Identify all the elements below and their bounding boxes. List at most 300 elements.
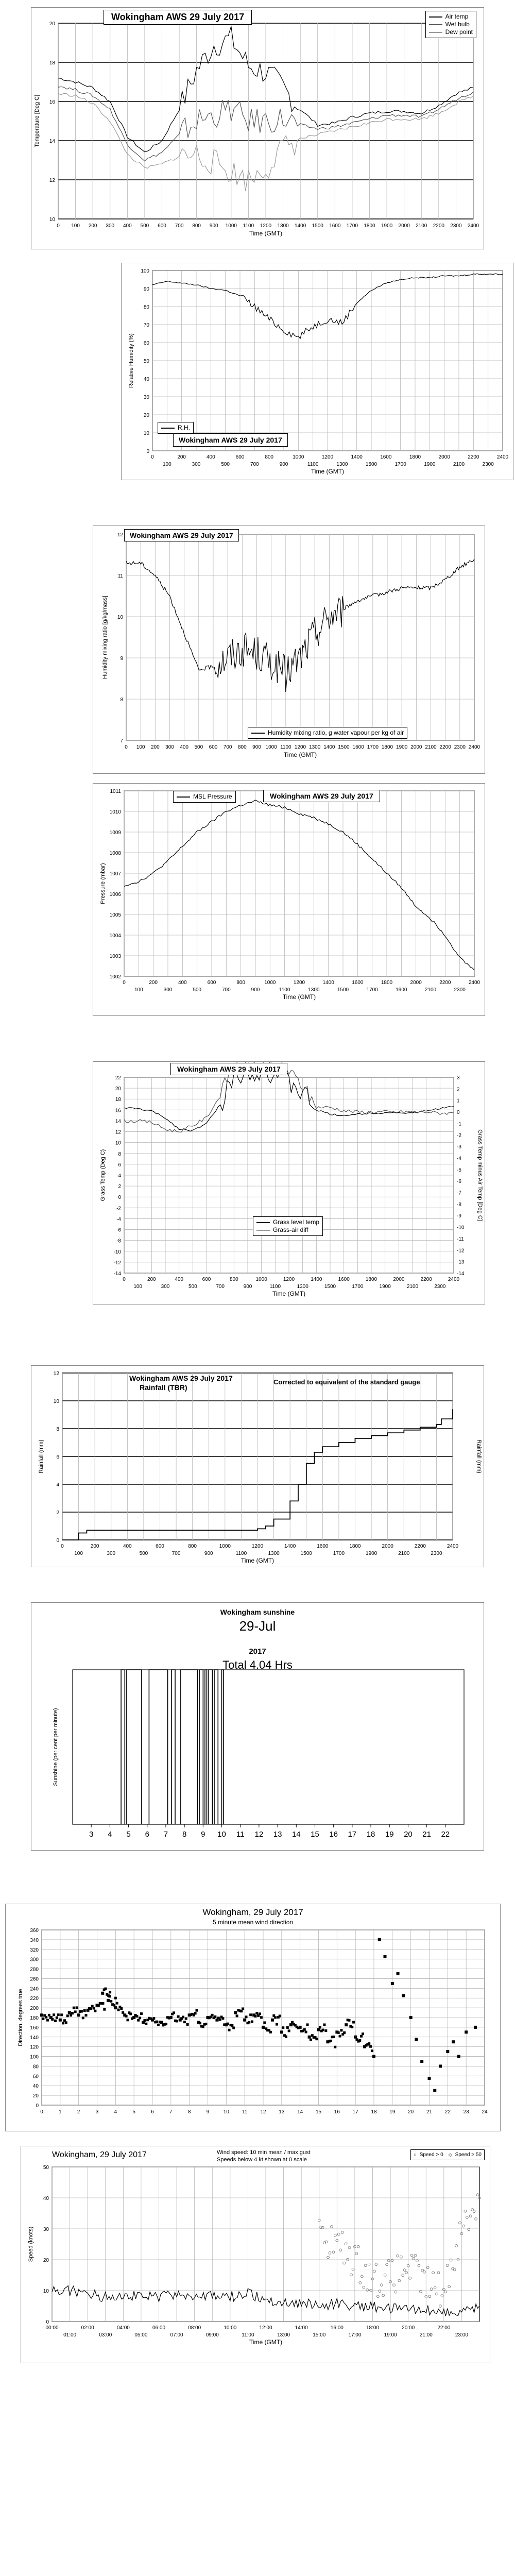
x-tick-label: 100 xyxy=(162,462,171,467)
rainfall-chart xyxy=(31,1366,484,1567)
wind-direction-point xyxy=(116,2002,118,2005)
x-tick-label: 2400 xyxy=(447,1544,459,1549)
wind-direction-point xyxy=(354,2036,357,2039)
wind-direction-point xyxy=(194,2012,197,2014)
x-tick-label: 0 xyxy=(123,1277,126,1282)
x-tick-label: 2100 xyxy=(425,744,437,750)
x-tick-label: 200 xyxy=(150,744,160,750)
y-tick-label: 40 xyxy=(143,377,149,382)
y-tick-label: 1011 xyxy=(110,789,121,794)
wind-direction-point xyxy=(114,1997,117,1999)
y-tick-label: 10 xyxy=(115,1140,121,1146)
wind-direction-point xyxy=(234,2011,237,2014)
wind-direction-point xyxy=(306,2023,309,2026)
x-tick-label: 900 xyxy=(252,744,261,750)
legend-speed-50: Speed > 50 xyxy=(455,2152,482,2158)
wind-direction-point xyxy=(157,2024,160,2026)
x-tick-label: 02:00 xyxy=(81,2325,94,2331)
x-tick-label: 07:00 xyxy=(170,2332,183,2338)
x-tick-label: 400 xyxy=(123,1544,132,1549)
x-tick-label: 1000 xyxy=(219,1544,231,1549)
wind-direction-point xyxy=(137,2019,140,2022)
sunshine-chart-title: Wokingham sunshine xyxy=(220,1608,295,1616)
y-tick-label: 11 xyxy=(117,573,123,579)
x-tick-label: 2100 xyxy=(406,1284,419,1290)
wind-direction-point xyxy=(254,2015,256,2018)
wind-direction-point xyxy=(90,2007,92,2010)
x-tick-label: 1600 xyxy=(317,1544,329,1549)
x-tick-label: 1600 xyxy=(380,454,392,460)
x-tick-label: 9 xyxy=(206,2109,210,2115)
wind-direction-point xyxy=(107,1999,110,2002)
y-tick-label: 40 xyxy=(32,2083,39,2090)
x-tick-label: 100 xyxy=(136,744,145,750)
x-tick-label: 04:00 xyxy=(116,2325,130,2331)
x-tick-label: 1200 xyxy=(283,1277,295,1282)
wind-direction-point xyxy=(74,2010,77,2013)
x-tick-label: 2000 xyxy=(438,454,450,460)
x-tick-label: 17 xyxy=(352,2109,358,2115)
wind-direction-point xyxy=(334,2046,336,2048)
x-tick-label: 7 xyxy=(163,1830,168,1839)
wind-direction-point xyxy=(104,1988,107,1990)
y-tick-label: 240 xyxy=(30,1986,39,1992)
x-tick-label: 800 xyxy=(265,454,274,460)
x-tick-label: 1200 xyxy=(251,1544,264,1549)
x-axis-label: Time (GMT) xyxy=(272,1290,306,1297)
x-tick-label: 1500 xyxy=(337,987,349,993)
wind-direction-point xyxy=(143,2019,146,2022)
wind-direction-point xyxy=(340,2029,342,2031)
legend-dew-point: Dew point xyxy=(445,28,473,36)
x-tick-label: 6 xyxy=(145,1830,149,1839)
x-tick-label: 700 xyxy=(175,223,184,229)
x-tick-label: 4 xyxy=(114,2109,117,2115)
wind-direction-point xyxy=(457,2055,460,2058)
y-axis-label: Grass Temp (Deg C) xyxy=(100,1149,106,1201)
wind-direction-point xyxy=(122,2011,124,2014)
x-tick-label: 6 xyxy=(151,2109,154,2115)
y-tick-label: -4 xyxy=(116,1216,121,1223)
x-tick-label: 500 xyxy=(221,462,230,467)
wind-direction-point xyxy=(125,2015,128,2018)
x-tick-label: 1200 xyxy=(294,744,306,750)
y-tick-label: 16 xyxy=(49,99,55,105)
wind-direction-point xyxy=(219,2019,221,2021)
y-tick-label: 340 xyxy=(30,1937,39,1943)
wind-direction-point xyxy=(280,2030,283,2033)
legend-msl-pressure: MSL Pressure xyxy=(193,793,232,800)
wind-direction-point xyxy=(362,2032,364,2035)
x-tick-label: 900 xyxy=(251,987,260,993)
x-tick-label: 11 xyxy=(236,1830,245,1839)
wind-direction-point xyxy=(71,2012,74,2014)
x-tick-label: 0 xyxy=(40,2109,43,2115)
x-tick-label: 3 xyxy=(89,1830,94,1839)
x-tick-label: 2 xyxy=(77,2109,80,2115)
x-tick-label: 0 xyxy=(57,223,60,229)
x-tick-label: 15 xyxy=(315,2109,322,2115)
x-tick-label: 09:00 xyxy=(205,2332,219,2338)
y-tick-label: 1002 xyxy=(109,974,121,980)
x-tick-label: 100 xyxy=(133,1284,143,1290)
wind-direction-point xyxy=(351,2026,353,2028)
y-tick-label: 9 xyxy=(120,656,123,662)
wind-direction-point xyxy=(360,2035,363,2038)
wind-direction-point xyxy=(369,2045,372,2048)
x-tick-label: 800 xyxy=(192,223,201,229)
x-tick-label: 800 xyxy=(229,1277,238,1282)
wind-direction-point xyxy=(214,2015,216,2018)
wind-speed-legend: ○ Speed > 0 ◇ Speed > 50 xyxy=(410,2149,485,2160)
legend-grass-air-diff: Grass-air diff xyxy=(273,1226,308,1233)
y-tick-label: 200 xyxy=(30,2006,39,2012)
x-tick-label: 1700 xyxy=(367,744,379,750)
x-tick-label: 2300 xyxy=(434,1284,446,1290)
x-tick-label: 100 xyxy=(71,223,80,229)
y-tick-label: 280 xyxy=(30,1967,39,1973)
wind-direction-point xyxy=(183,2021,186,2023)
wind-direction-point xyxy=(114,2006,117,2009)
y2-tick-label: -9 xyxy=(457,1213,461,1219)
x-tick-label: 17:00 xyxy=(348,2332,362,2338)
x-tick-label: 1500 xyxy=(324,1284,336,1290)
y-tick-label: 2 xyxy=(56,1510,59,1516)
humidity-chart xyxy=(122,263,513,480)
x-tick-label: 19:00 xyxy=(384,2332,397,2338)
y-tick-label: 4 xyxy=(56,1482,59,1488)
wind-direction-point xyxy=(211,2014,214,2016)
x-tick-label: 2000 xyxy=(393,1277,405,1282)
legend-rh: R.H. xyxy=(178,424,190,431)
y-tick-label: 8 xyxy=(120,697,123,703)
wind-direction-point xyxy=(65,2021,67,2024)
y-tick-label: 1008 xyxy=(109,851,121,856)
mixing-ratio-legend xyxy=(248,727,407,739)
pressure-legend xyxy=(173,791,236,803)
x-tick-label: 11 xyxy=(242,2109,248,2115)
x-tick-label: 600 xyxy=(156,1544,164,1549)
wind-direction-point xyxy=(165,2023,167,2025)
x-axis-label: Time (GMT) xyxy=(249,230,283,237)
wind-direction-point xyxy=(186,2023,189,2026)
wind-direction-point xyxy=(77,2013,80,2016)
legend-speed-0: Speed > 0 xyxy=(419,2152,443,2158)
x-tick-label: 1700 xyxy=(366,987,378,993)
x-tick-label: 8 xyxy=(187,2109,191,2115)
wind-direction-point xyxy=(372,2055,375,2058)
y-tick-label: 100 xyxy=(30,2054,39,2060)
x-tick-label: 2000 xyxy=(410,744,422,750)
y-tick-label: 80 xyxy=(32,2064,39,2070)
wind-direction-point xyxy=(97,2004,100,2007)
x-tick-label: 2400 xyxy=(467,223,479,229)
y-tick-label: 0 xyxy=(46,2319,49,2325)
x-tick-label: 1300 xyxy=(277,223,289,229)
y-tick-label: 0 xyxy=(146,449,149,454)
wind-direction-point xyxy=(299,2026,302,2029)
x-tick-label: 20 xyxy=(404,1830,413,1839)
x-tick-label: 19 xyxy=(389,2109,396,2115)
y-axis-label: Sunshine (per cent per minute) xyxy=(53,1708,59,1786)
wind-direction-point xyxy=(196,2009,198,2012)
wind-direction-point xyxy=(227,2023,229,2025)
wind-speed-chart-panel xyxy=(21,2146,490,2363)
x-tick-label: 14 xyxy=(297,2109,303,2115)
y-tick-label: 180 xyxy=(30,2015,39,2021)
y-tick-label: -6 xyxy=(116,1227,121,1233)
wind-direction-point xyxy=(243,2019,246,2022)
x-tick-label: 1900 xyxy=(365,1551,377,1556)
x-tick-label: 2300 xyxy=(454,987,466,993)
wind-direction-point xyxy=(274,2016,277,2019)
y-tick-label: 120 xyxy=(30,2044,39,2050)
pressure-chart-panel xyxy=(93,783,485,1016)
y-tick-label: -2 xyxy=(116,1206,121,1212)
x-tick-label: 12:00 xyxy=(259,2325,272,2331)
x-tick-label: 17 xyxy=(348,1830,357,1839)
y-axis-label: Temperature [Deg C] xyxy=(34,94,40,148)
x-tick-label: 16 xyxy=(329,1830,338,1839)
legend-air-temp: Air temp xyxy=(445,13,469,20)
x-tick-label: 14 xyxy=(291,1830,301,1839)
wind-direction-point xyxy=(135,2015,138,2018)
wind-direction-point xyxy=(420,2060,423,2063)
x-tick-label: 400 xyxy=(178,980,187,986)
y-axis-label: Rainfall (mm) xyxy=(38,1439,44,1473)
y-tick-label: 7 xyxy=(120,738,123,744)
wind-direction-point xyxy=(139,2016,141,2019)
y-tick-label: 12 xyxy=(115,1129,121,1136)
wind-direction-point xyxy=(126,2019,129,2021)
wind-direction-point xyxy=(231,2024,233,2027)
y2-tick-label: -14 xyxy=(457,1271,465,1277)
wind-direction-point xyxy=(140,2012,143,2015)
wind-direction-point xyxy=(337,2031,340,2034)
wind-direction-point xyxy=(169,2016,173,2019)
y-tick-label: 14 xyxy=(49,139,55,144)
x-tick-label: 23 xyxy=(463,2109,469,2115)
wind-direction-point xyxy=(260,2016,263,2019)
wind-direction-point xyxy=(228,2029,231,2031)
x-tick-label: 2400 xyxy=(448,1277,460,1282)
wind-direction-point xyxy=(358,2039,361,2042)
x-tick-label: 1400 xyxy=(311,1277,322,1282)
x-tick-label: 01:00 xyxy=(63,2332,77,2338)
x-tick-label: 15 xyxy=(311,1830,319,1839)
y2-tick-label: -4 xyxy=(457,1156,461,1162)
y2-tick-label: -7 xyxy=(457,1190,461,1196)
x-tick-label: 2200 xyxy=(433,223,444,229)
y2-tick-label: 0 xyxy=(457,1110,460,1116)
x-tick-label: 4 xyxy=(108,1830,112,1839)
x-tick-label: 22 xyxy=(441,1830,450,1839)
x-tick-label: 600 xyxy=(235,454,245,460)
x-tick-label: 1300 xyxy=(308,987,320,993)
wind-direction-point xyxy=(83,2009,86,2012)
x-tick-label: 1400 xyxy=(351,454,363,460)
x-tick-label: 2300 xyxy=(431,1551,442,1556)
x-tick-label: 1200 xyxy=(293,980,305,986)
y-tick-label: 8 xyxy=(118,1151,121,1157)
x-tick-label: 12 xyxy=(260,2109,266,2115)
x-tick-label: 1200 xyxy=(321,454,334,460)
y-axis-label: Humidity mixing ratio [g/kg/mass] xyxy=(102,596,108,679)
x-tick-label: 3 xyxy=(95,2109,99,2115)
x-axis-label: Time (GMT) xyxy=(282,993,316,1001)
grass-chart-title: Wokingham AWS 29 July 2017 xyxy=(170,1063,287,1075)
x-tick-label: 1700 xyxy=(394,462,406,467)
x-tick-label: 15:00 xyxy=(313,2332,326,2338)
wind-direction-point xyxy=(248,2021,250,2024)
wind-direction-point xyxy=(202,2025,204,2028)
x-tick-label: 00:00 xyxy=(45,2325,59,2331)
y-tick-label: 16 xyxy=(115,1108,121,1114)
x-tick-label: 2100 xyxy=(424,987,437,993)
wind-direction-point xyxy=(56,2016,58,2019)
x-tick-label: 20:00 xyxy=(402,2325,415,2331)
y2-tick-label: -2 xyxy=(457,1132,461,1139)
wind-direction-point xyxy=(177,2015,180,2018)
x-tick-label: 500 xyxy=(194,744,203,750)
legend-mixing-ratio: Humidity mixing ratio, g water vapour per kg of air xyxy=(268,729,404,736)
x-tick-label: 300 xyxy=(161,1284,170,1290)
x-tick-label: 900 xyxy=(209,223,218,229)
y-tick-label: 220 xyxy=(30,1996,39,2002)
grass-chart xyxy=(93,1062,485,1304)
y-tick-label: 1006 xyxy=(109,892,121,897)
x-tick-label: 600 xyxy=(158,223,166,229)
y-tick-label: 1004 xyxy=(109,933,121,939)
x-tick-label: 2300 xyxy=(454,744,466,750)
x-tick-label: 13:00 xyxy=(277,2332,290,2338)
x-tick-label: 16:00 xyxy=(330,2325,344,2331)
wind-direction-point xyxy=(285,2036,287,2038)
x-tick-label: 200 xyxy=(149,980,158,986)
wind-direction-point xyxy=(109,1991,111,1993)
x-tick-label: 2400 xyxy=(468,980,480,986)
x-tick-label: 900 xyxy=(243,1284,252,1290)
x-tick-label: 700 xyxy=(216,1284,225,1290)
wind-direction-point xyxy=(378,1938,381,1941)
wind-direction-point xyxy=(40,2013,43,2016)
x-tick-label: 1300 xyxy=(336,462,348,467)
wind-direction-point xyxy=(402,1994,405,1997)
y2-tick-label: 3 xyxy=(457,1075,460,1081)
x-tick-label: 1300 xyxy=(309,744,321,750)
y-axis-label: Pressure (mbar) xyxy=(100,863,106,904)
y-tick-label: 4 xyxy=(118,1173,121,1179)
wind-direction-point xyxy=(397,1972,400,1975)
x-tick-label: 2200 xyxy=(420,1277,432,1282)
y-tick-label: 300 xyxy=(30,1957,39,1963)
humidity-chart-title: Wokingham AWS 29 July 2017 xyxy=(173,433,288,447)
humidity-legend xyxy=(158,422,194,434)
y-axis-label: Direction, degrees true xyxy=(18,1989,24,2046)
y-tick-label: 20 xyxy=(143,413,149,418)
x-tick-label: 12 xyxy=(254,1830,264,1839)
y2-axis-label: Grass Temp minus Air Temp [Deg C] xyxy=(477,1129,483,1221)
wind-direction-point xyxy=(474,2026,477,2029)
pressure-chart-title: Wokingham AWS 29 July 2017 xyxy=(263,790,380,802)
wind-speed-subtitle2: Speeds below 4 kt shown at 0 scale xyxy=(217,2157,307,2163)
wind-direction-point xyxy=(308,2036,311,2039)
y-tick-label: 70 xyxy=(143,323,149,328)
x-tick-label: 18 xyxy=(371,2109,377,2115)
wind-direction-point xyxy=(315,2038,318,2040)
x-tick-label: 1600 xyxy=(329,223,341,229)
x-tick-label: 800 xyxy=(188,1544,197,1549)
y-tick-label: 50 xyxy=(43,2165,49,2171)
y-tick-label: 90 xyxy=(143,286,149,292)
wind-direction-subtitle: 5 minute mean wind direction xyxy=(212,1919,294,1926)
wind-direction-point xyxy=(276,2023,278,2026)
wind-direction-point xyxy=(113,2004,115,2007)
x-tick-label: 2400 xyxy=(496,454,509,460)
x-tick-label: 300 xyxy=(165,744,174,750)
wind-direction-point xyxy=(42,2018,44,2020)
x-tick-label: 1400 xyxy=(323,744,335,750)
y-tick-label: 20 xyxy=(115,1086,121,1092)
wind-direction-point xyxy=(120,2007,123,2010)
wind-direction-point xyxy=(271,2019,274,2022)
x-tick-label: 1800 xyxy=(381,980,393,986)
x-tick-label: 2200 xyxy=(439,744,451,750)
wind-direction-point xyxy=(348,2019,350,2022)
y-tick-label: 30 xyxy=(43,2227,49,2232)
wind-direction-point xyxy=(288,2029,290,2032)
y-tick-label: 0 xyxy=(56,1538,59,1544)
x-tick-label: 1800 xyxy=(349,1544,361,1549)
x-tick-label: 200 xyxy=(90,1544,99,1549)
x-tick-label: 19 xyxy=(385,1830,394,1839)
y-tick-label: 10 xyxy=(117,615,123,620)
y-tick-label: 0 xyxy=(36,2103,39,2109)
y-tick-label: 1010 xyxy=(109,809,121,815)
x-tick-label: 8 xyxy=(182,1830,187,1839)
wind-direction-point xyxy=(82,2016,84,2019)
wind-direction-point xyxy=(182,2015,184,2018)
x-tick-label: 1500 xyxy=(338,744,350,750)
x-tick-label: 400 xyxy=(123,223,132,229)
y-axis-label: Relative Humidity (%) xyxy=(128,333,134,388)
legend-wet-bulb: Wet bulb xyxy=(445,21,470,28)
x-tick-label: 10:00 xyxy=(224,2325,237,2331)
wind-direction-point xyxy=(330,2040,332,2042)
x-tick-label: 300 xyxy=(163,987,173,993)
x-tick-label: 1900 xyxy=(396,987,407,993)
wind-direction-point xyxy=(236,2014,238,2017)
y2-tick-label: 1 xyxy=(457,1098,460,1104)
x-tick-label: 06:00 xyxy=(152,2325,166,2331)
y-tick-label: 6 xyxy=(118,1162,121,1168)
y2-tick-label: -8 xyxy=(457,1201,461,1208)
wind-direction-point xyxy=(263,2021,266,2024)
y2-tick-label: -10 xyxy=(457,1225,465,1231)
y2-axis-label: Rainfall (mm) xyxy=(476,1439,482,1473)
x-tick-label: 1800 xyxy=(381,744,393,750)
y-tick-label: 1003 xyxy=(109,954,121,959)
x-tick-label: 600 xyxy=(209,744,218,750)
y-tick-label: -10 xyxy=(113,1249,121,1255)
x-tick-label: 13 xyxy=(273,1830,282,1839)
x-tick-label: 2000 xyxy=(410,980,422,986)
y-tick-label: 20 xyxy=(43,2258,49,2263)
x-tick-label: 03:00 xyxy=(99,2332,112,2338)
y-tick-label: 1009 xyxy=(109,830,121,836)
temperature-chart xyxy=(31,8,484,249)
x-tick-label: 24 xyxy=(482,2109,488,2115)
